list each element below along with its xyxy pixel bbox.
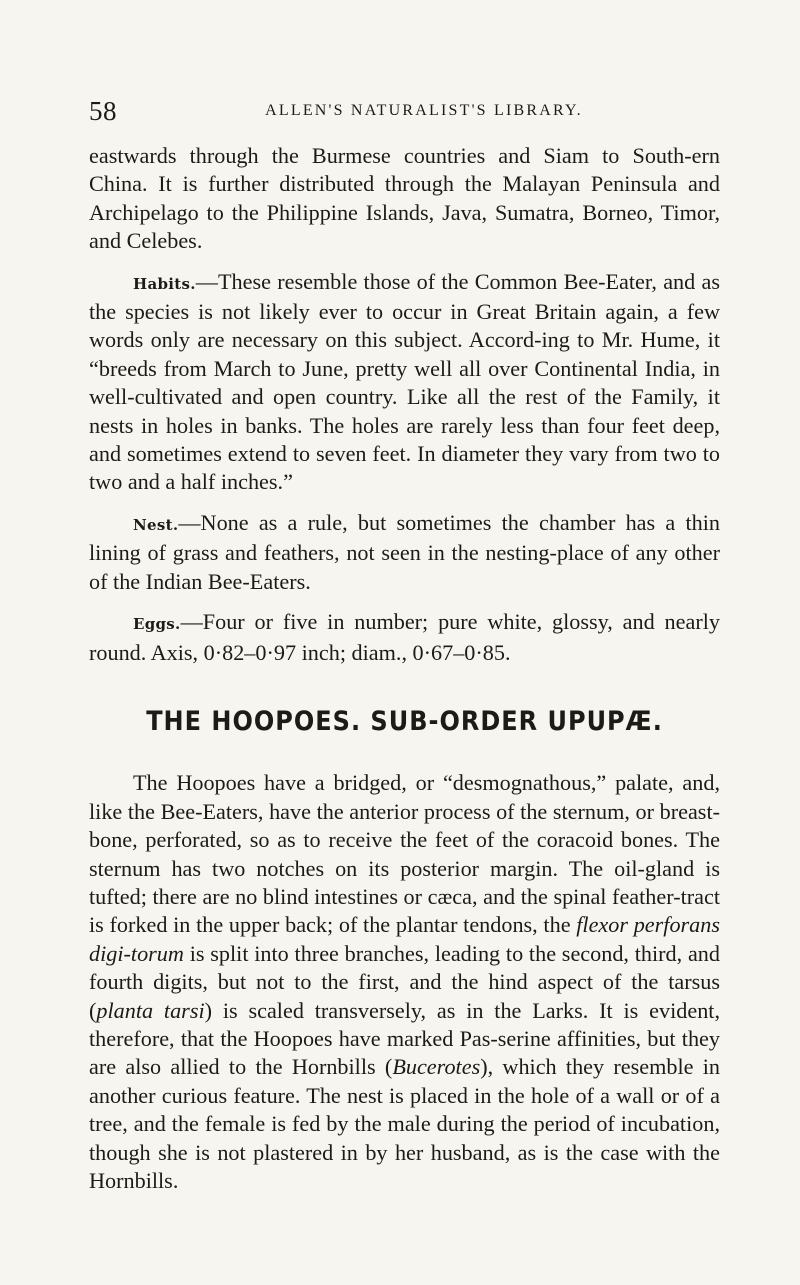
eggs-text: —Four or five in number; pure white, glossy, and nearly round. Axis, 0·82–0·97 inch; diam., 0·67–0·85. [89,609,720,665]
habits-text: —These resemble those of the Common Bee-Eater, and as the species is not likely ever to occur in Great Britain again, a few words only are necessary on this subject. Accord-ing to Mr. Hume, it “breeds from March to June, pretty well all over Continental India, in well-cultivated and open country. Like all the rest of the Family, it nests in holes in banks. The holes are rarely less than four feet deep, and sometimes extend to seven feet. In diameter they vary from two to two and a half inches.” [89,268,720,495]
page-body [89,142,720,1195]
paragraph-habits [89,268,720,497]
hoopoes-text-a: The Hoopoes have a bridged, or “desmognathous,” palate, and, like the Bee-Eaters, have the anterior process of the sternum, or breast-bone, perforated, so as to receive the feet of the coracoid bones. The sternum has two notches on its posterior margin. The oil-gland is tufted; there are no blind intestines or cæca, and the spinal feather-tract is forked in the upper back; of the plantar tendons, the [89,770,720,938]
running-title: ALLEN'S NATURALIST'S LIBRARY. [265,102,583,119]
hoopoes-text-c: ) is scaled transversely, as in the Larks. It is evident, therefore, that the Hoopoes have marked Pas-serine affinities, but they are also allied to the Hornbills ( [89,997,720,1080]
page-number: 58 [89,96,117,126]
nest-text: —None as a rule, but sometimes the chamber has a thin lining of grass and feathers, not seen in the nesting-place of any other of the Indian Bee-Eaters. [89,509,720,594]
term-flexor-perforans: flexor perforans digi-torum [89,912,720,966]
nest-label: Nest. [133,515,179,534]
term-bucerotes: Bucerotes [392,1054,481,1080]
paragraph-nest [89,509,720,596]
paragraph-hoopoes [89,769,720,1195]
paragraph-distribution: eastwards through the Burmese countries and Siam to South-ern China. It is further distributed through the Malayan Peninsula and Archipelago to the Philippine Islands, Java, Sumatra, Borneo, Timor, and Celebes. [89,143,720,254]
paragraph-eggs [89,608,720,667]
hoopoes-text-d: ), which they resemble in another curious feature. The nest is placed in the hole of a wall or of a tree, and the female is fed by the male during the period of incubation, though she is not plastered in by her husband, as is the case with the Hornbills. [89,1054,720,1193]
habits-label: Habits. [133,274,196,293]
eggs-label: Eggs. [133,615,181,634]
page-header [89,96,719,130]
hoopoes-text-b: is split into three branches, leading to the second, third, and fourth digits, but not to the first, and the hind aspect of the tarsus ( [89,940,720,1023]
term-planta-tarsi: planta tarsi [96,997,205,1023]
section-heading: THE HOOPOES. SUB-ORDER UPUPÆ. [146,705,663,737]
